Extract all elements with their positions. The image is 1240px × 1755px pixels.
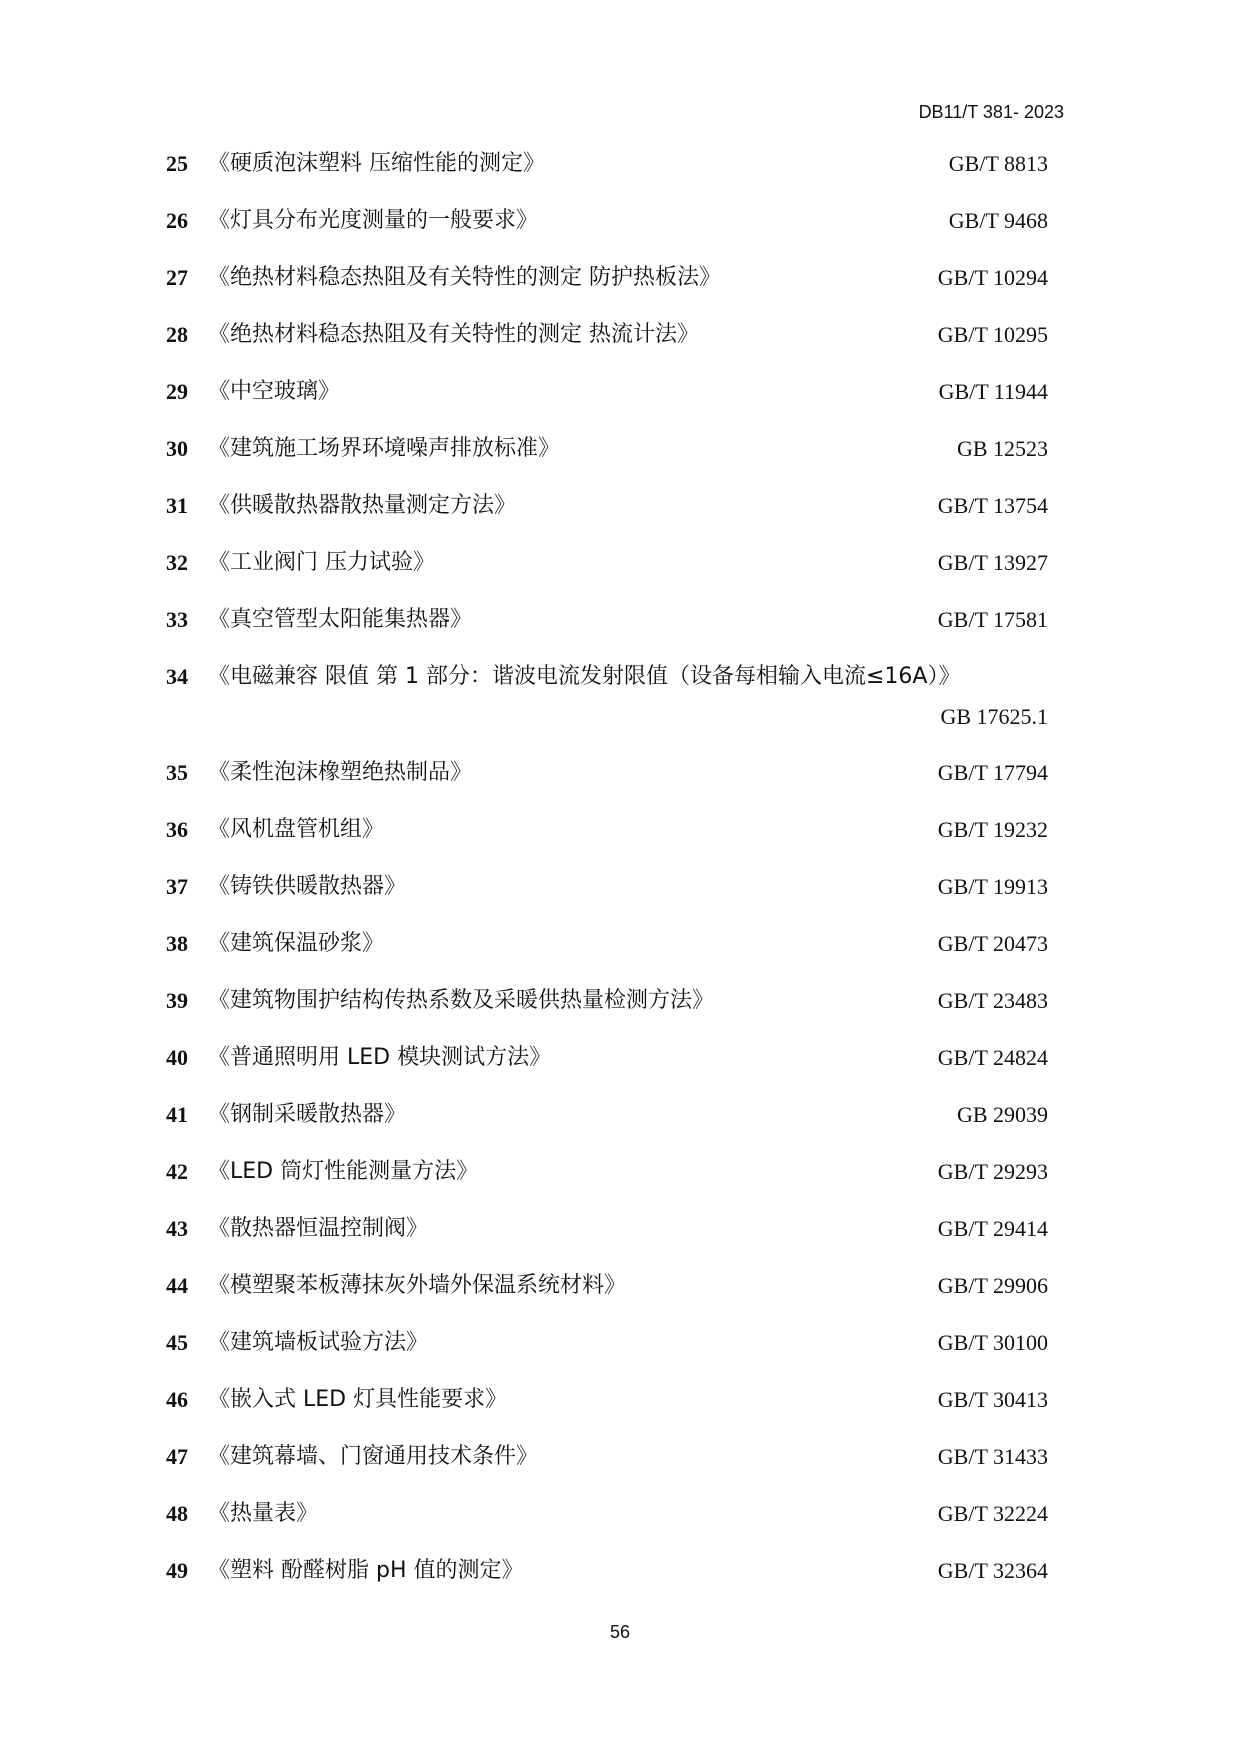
reference-standard-code: GB/T 17581 xyxy=(937,607,1048,632)
reference-standard-code: GB/T 19232 xyxy=(937,817,1048,842)
reference-standard-code: GB/T 30100 xyxy=(937,1330,1048,1355)
reference-number: 49 xyxy=(166,1558,188,1583)
reference-title: 《灯具分布光度测量的一般要求》 xyxy=(208,208,539,233)
reference-row xyxy=(166,1272,1048,1329)
reference-row xyxy=(166,435,1048,492)
reference-title: 《建筑物围护结构传热系数及采暖供热量检测方法》 xyxy=(208,988,715,1013)
reference-standard-code: GB/T 10294 xyxy=(937,265,1048,290)
reference-row xyxy=(166,606,1048,663)
reference-standard-code: GB/T 24824 xyxy=(937,1045,1048,1070)
reference-number: 34 xyxy=(166,664,188,689)
reference-standard-code: GB/T 23483 xyxy=(937,988,1048,1013)
reference-row xyxy=(166,873,1048,930)
reference-standard-code: GB/T 19913 xyxy=(937,874,1048,899)
reference-standard-code: GB 12523 xyxy=(956,436,1048,461)
reference-number: 44 xyxy=(166,1273,188,1298)
reference-number: 32 xyxy=(166,550,188,575)
reference-row xyxy=(166,1443,1048,1500)
reference-row xyxy=(166,1044,1048,1101)
reference-title: 《柔性泡沫橡塑绝热制品》 xyxy=(208,760,473,785)
reference-title: 《中空玻璃》 xyxy=(208,379,341,404)
reference-title: 《风机盘管机组》 xyxy=(208,817,385,842)
reference-row xyxy=(166,1329,1048,1386)
reference-standard-code: GB/T 10295 xyxy=(937,322,1048,347)
reference-row xyxy=(166,1500,1048,1557)
reference-number: 35 xyxy=(166,760,188,785)
reference-title: 《散热器恒温控制阀》 xyxy=(208,1216,429,1241)
reference-standard-code: GB/T 29414 xyxy=(937,1216,1048,1241)
reference-number: 27 xyxy=(166,265,188,290)
reference-title: 《热量表》 xyxy=(208,1501,319,1526)
reference-title: 《供暖散热器散热量测定方法》 xyxy=(208,493,517,518)
reference-row xyxy=(166,1557,1048,1614)
reference-row xyxy=(166,816,1048,873)
reference-number: 25 xyxy=(166,151,188,176)
reference-row xyxy=(166,759,1048,816)
reference-number: 46 xyxy=(166,1387,188,1412)
reference-title: 《电磁兼容 限值 第 1 部分：谐波电流发射限值（设备每相输入电流≤16A）》 xyxy=(208,664,961,689)
reference-number: 31 xyxy=(166,493,188,518)
reference-title: 《绝热材料稳态热阻及有关特性的测定 防护热板法》 xyxy=(208,265,721,290)
reference-number: 45 xyxy=(166,1330,188,1355)
reference-row xyxy=(166,930,1048,987)
reference-standard-code: GB/T 29293 xyxy=(937,1159,1048,1184)
reference-standard-code: GB/T 32224 xyxy=(937,1501,1048,1526)
reference-number: 26 xyxy=(166,208,188,233)
reference-row xyxy=(166,492,1048,549)
reference-title: 《硬质泡沫塑料 压缩性能的测定》 xyxy=(208,151,545,176)
reference-number: 36 xyxy=(166,817,188,842)
page-number: 56 xyxy=(609,1622,631,1642)
reference-standard-code: GB/T 17794 xyxy=(937,760,1048,785)
reference-number: 29 xyxy=(166,379,188,404)
document-code-header: DB11/T 381- 2023 xyxy=(918,102,1064,122)
reference-number: 47 xyxy=(166,1444,188,1469)
reference-number: 39 xyxy=(166,988,188,1013)
reference-standard-code: GB 17625.1 xyxy=(940,704,1048,729)
reference-title: 《钢制采暖散热器》 xyxy=(208,1102,407,1127)
reference-number: 43 xyxy=(166,1216,188,1241)
reference-row xyxy=(166,987,1048,1044)
reference-row xyxy=(166,663,1048,759)
reference-title: 《建筑墙板试验方法》 xyxy=(208,1330,429,1355)
reference-row xyxy=(166,1386,1048,1443)
reference-title: 《建筑施工场界环境噪声排放标准》 xyxy=(208,436,561,461)
reference-standard-code: GB/T 13754 xyxy=(937,493,1048,518)
reference-row xyxy=(166,378,1048,435)
reference-title: 《铸铁供暖散热器》 xyxy=(208,874,407,899)
reference-title: 《真空管型太阳能集热器》 xyxy=(208,607,473,632)
reference-standard-code: GB 29039 xyxy=(956,1102,1048,1127)
reference-list xyxy=(166,150,1048,1614)
reference-row xyxy=(166,264,1048,321)
reference-standard-code: GB/T 31433 xyxy=(937,1444,1048,1469)
reference-standard-code: GB/T 11944 xyxy=(938,379,1048,404)
reference-title: 《嵌入式 LED 灯具性能要求》 xyxy=(208,1387,508,1412)
reference-number: 42 xyxy=(166,1159,188,1184)
reference-title: 《模塑聚苯板薄抹灰外墙外保温系统材料》 xyxy=(208,1273,627,1298)
reference-row xyxy=(166,1158,1048,1215)
reference-title: 《建筑保温砂浆》 xyxy=(208,931,385,956)
reference-standard-code: GB/T 8813 xyxy=(948,151,1048,176)
reference-number: 41 xyxy=(166,1102,188,1127)
reference-row xyxy=(166,207,1048,264)
reference-number: 30 xyxy=(166,436,188,461)
reference-standard-code: GB/T 30413 xyxy=(937,1387,1048,1412)
reference-title: 《建筑幕墙、门窗通用技术条件》 xyxy=(208,1444,539,1469)
reference-title: 《塑料 酚醛树脂 pH 值的测定》 xyxy=(208,1558,524,1583)
reference-row xyxy=(166,549,1048,606)
reference-title: 《工业阀门 压力试验》 xyxy=(208,550,435,575)
reference-standard-code: GB/T 29906 xyxy=(937,1273,1048,1298)
reference-row xyxy=(166,1215,1048,1272)
reference-title: 《LED 筒灯性能测量方法》 xyxy=(208,1159,479,1184)
reference-number: 37 xyxy=(166,874,188,899)
reference-number: 48 xyxy=(166,1501,188,1526)
reference-row xyxy=(166,321,1048,378)
reference-standard-code: GB/T 32364 xyxy=(937,1558,1048,1583)
reference-number: 38 xyxy=(166,931,188,956)
reference-number: 33 xyxy=(166,607,188,632)
reference-number: 40 xyxy=(166,1045,188,1070)
reference-title: 《普通照明用 LED 模块测试方法》 xyxy=(208,1045,552,1070)
reference-standard-code: GB/T 20473 xyxy=(937,931,1048,956)
reference-title: 《绝热材料稳态热阻及有关特性的测定 热流计法》 xyxy=(208,322,699,347)
reference-number: 28 xyxy=(166,322,188,347)
reference-row xyxy=(166,1101,1048,1158)
reference-standard-code: GB/T 13927 xyxy=(937,550,1048,575)
reference-standard-code: GB/T 9468 xyxy=(948,208,1048,233)
reference-row xyxy=(166,150,1048,207)
